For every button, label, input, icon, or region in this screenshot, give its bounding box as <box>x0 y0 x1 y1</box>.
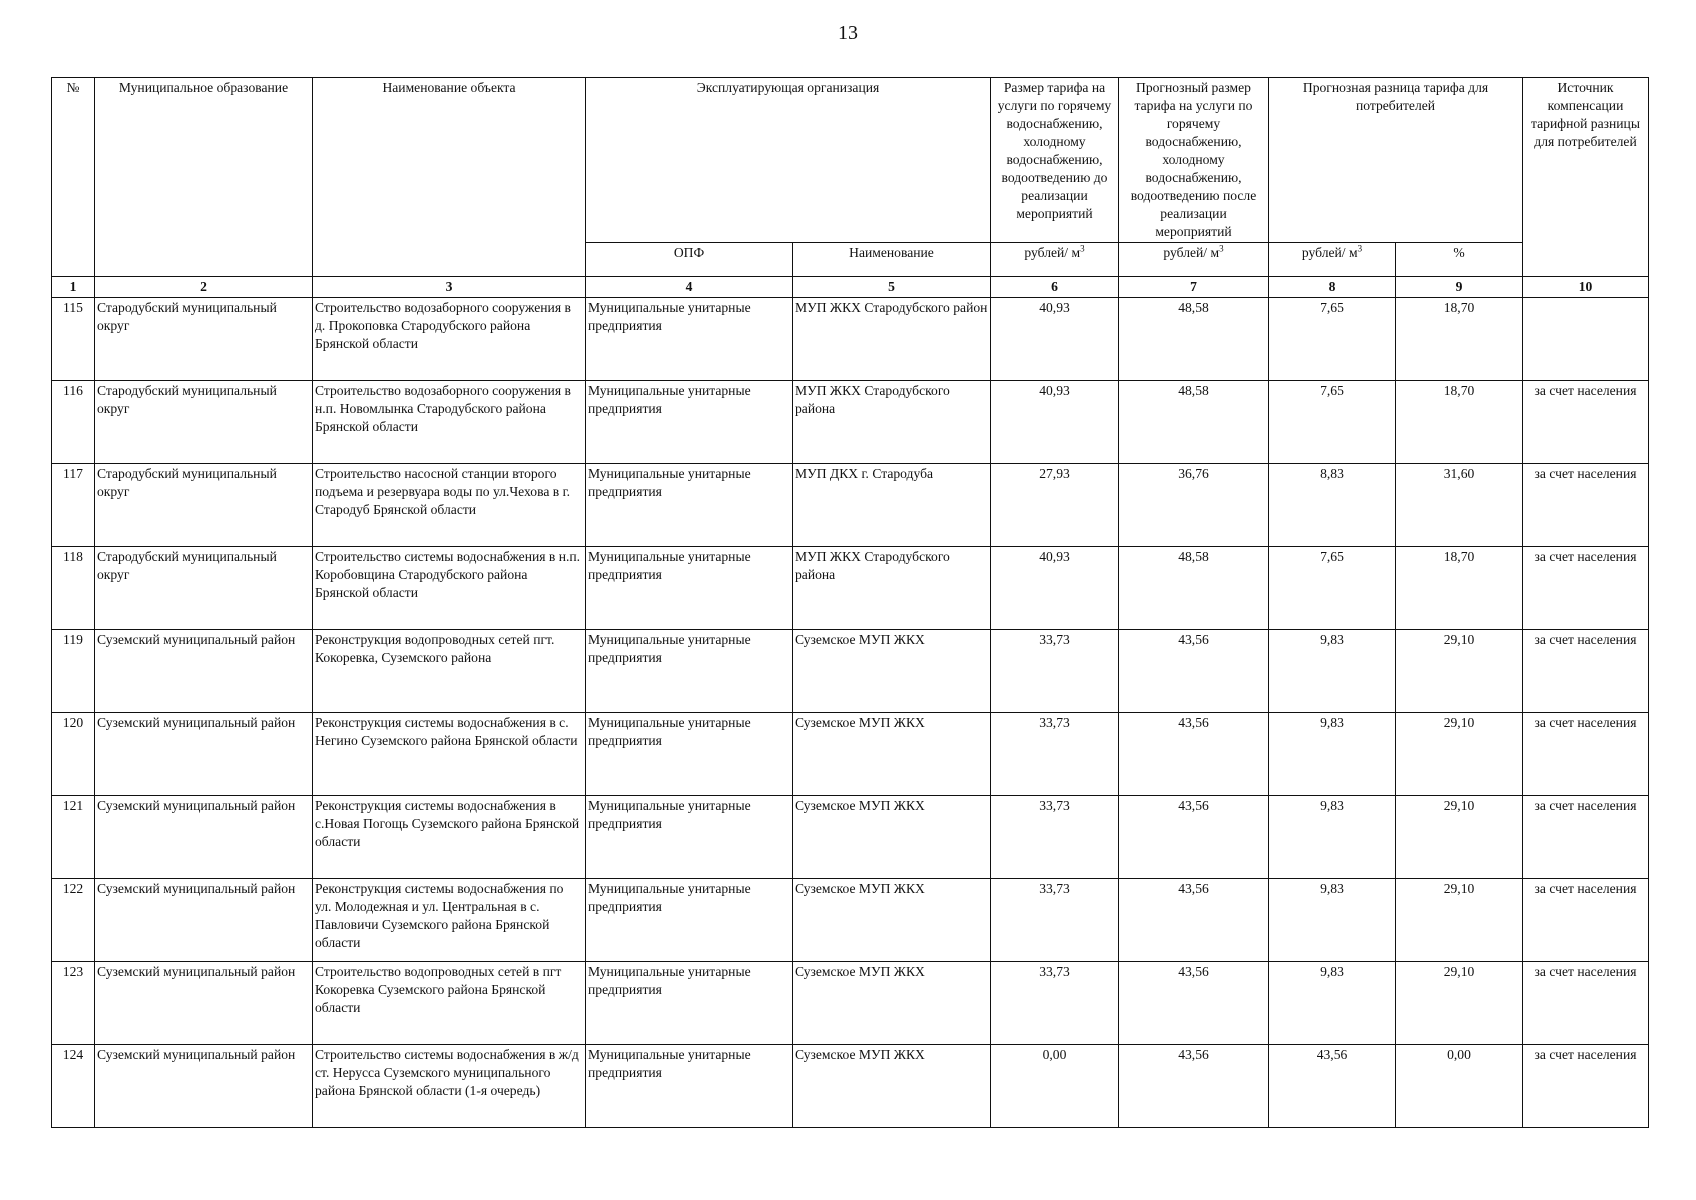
table-row <box>52 298 1649 381</box>
cell-opf: Муниципальные унитарные предприятия <box>586 796 793 879</box>
cell-tariff-after: 43,56 <box>1119 962 1269 1045</box>
cell-tariff-before: 33,73 <box>991 630 1119 713</box>
cell-municipality: Суземский муниципальный район <box>95 962 313 1045</box>
cell-tariff-after: 43,56 <box>1119 713 1269 796</box>
cell-object-name: Строительство системы водоснабжения в н.п. Коробовщина Стародубского района Брянской области <box>313 547 586 630</box>
tariff-table <box>51 77 1649 1128</box>
cell-tariff-after: 48,58 <box>1119 298 1269 381</box>
cell-tariff-before: 33,73 <box>991 879 1119 962</box>
cell-tariff-after: 43,56 <box>1119 796 1269 879</box>
cell-tariff-before: 40,93 <box>991 298 1119 381</box>
column-number: 2 <box>95 277 313 298</box>
cell-compensation-source: за счет населения <box>1523 796 1649 879</box>
cell-percent: 18,70 <box>1396 547 1523 630</box>
cell-tariff-before: 33,73 <box>991 962 1119 1045</box>
column-number: 7 <box>1119 277 1269 298</box>
cell-percent: 29,10 <box>1396 879 1523 962</box>
cell-compensation-source: за счет населения <box>1523 1045 1649 1128</box>
cell-tariff-before: 40,93 <box>991 381 1119 464</box>
column-number: 5 <box>793 277 991 298</box>
column-number: 10 <box>1523 277 1649 298</box>
cell-tariff-before: 0,00 <box>991 1045 1119 1128</box>
cell-difference: 9,83 <box>1269 630 1396 713</box>
cell-municipality: Стародубский муниципальный округ <box>95 298 313 381</box>
cell-tariff-after: 36,76 <box>1119 464 1269 547</box>
cell-difference: 7,65 <box>1269 298 1396 381</box>
cell-number: 121 <box>52 796 95 879</box>
header-tariff-after: Прогнозный размер тарифа на услуги по горячему водоснабжению, холодному водоснабжению, водоотведению после реализации мероприятий <box>1119 78 1269 243</box>
cell-compensation-source: за счет населения <box>1523 547 1649 630</box>
header-municipality: Муниципальное образование <box>95 78 313 277</box>
header-unit-pct: % <box>1396 243 1523 277</box>
cell-object-name: Реконструкция системы водоснабжения в с.Новая Погощь Суземского района Брянской области <box>313 796 586 879</box>
cell-object-name: Реконструкция системы водоснабжения по ул. Молодежная и ул. Центральная в с. Павловичи Суземского района Брянской области <box>313 879 586 962</box>
cell-organization: МУП ДКХ г. Стародуба <box>793 464 991 547</box>
cell-organization: МУП ЖКХ Стародубского района <box>793 381 991 464</box>
table-row <box>52 962 1649 1045</box>
cell-object-name: Строительство системы водоснабжения в ж/д ст. Нерусса Суземского муниципального района Брянской области (1-я очередь) <box>313 1045 586 1128</box>
column-number: 1 <box>52 277 95 298</box>
cell-compensation-source <box>1523 298 1649 381</box>
table-row <box>52 381 1649 464</box>
cell-number: 120 <box>52 713 95 796</box>
cell-difference: 9,83 <box>1269 796 1396 879</box>
cell-organization: Суземское МУП ЖКХ <box>793 879 991 962</box>
cell-tariff-after: 43,56 <box>1119 630 1269 713</box>
cell-opf: Муниципальные унитарные предприятия <box>586 879 793 962</box>
cell-object-name: Строительство водозаборного сооружения в н.п. Новомлынка Стародубского района Брянской области <box>313 381 586 464</box>
header-compensation: Источник компенсации тарифной разницы для потребителей <box>1523 78 1649 277</box>
cell-opf: Муниципальные унитарные предприятия <box>586 630 793 713</box>
table-row <box>52 1045 1649 1128</box>
cell-difference: 7,65 <box>1269 381 1396 464</box>
cell-number: 119 <box>52 630 95 713</box>
cell-tariff-after: 48,58 <box>1119 547 1269 630</box>
column-number: 6 <box>991 277 1119 298</box>
cell-municipality: Стародубский муниципальный округ <box>95 547 313 630</box>
header-tariff-before: Размер тарифа на услуги по горячему водоснабжению, холодному водоснабжению, водоотведению до реализации мероприятий <box>991 78 1119 243</box>
table-row <box>52 630 1649 713</box>
cell-number: 116 <box>52 381 95 464</box>
cell-opf: Муниципальные унитарные предприятия <box>586 547 793 630</box>
header-operator: Эксплуатирующая организация <box>586 78 991 243</box>
header-opf: ОПФ <box>586 243 793 277</box>
cell-object-name: Строительство насосной станции второго подъема и резервуара воды по ул.Чехова в г. Стародуб Брянской области <box>313 464 586 547</box>
cell-compensation-source: за счет населения <box>1523 879 1649 962</box>
column-number: 9 <box>1396 277 1523 298</box>
header-unit-diff: рублей/ $м^3$ <box>1269 243 1396 277</box>
cell-difference: 9,83 <box>1269 713 1396 796</box>
cell-opf: Муниципальные унитарные предприятия <box>586 713 793 796</box>
cell-municipality: Суземский муниципальный район <box>95 796 313 879</box>
cell-organization: МУП ЖКХ Стародубского района <box>793 547 991 630</box>
table-row <box>52 879 1649 962</box>
header-unit-before: рублей/ $м^3$ <box>991 243 1119 277</box>
cell-opf: Муниципальные унитарные предприятия <box>586 381 793 464</box>
cell-number: 118 <box>52 547 95 630</box>
cell-municipality: Стародубский муниципальный округ <box>95 464 313 547</box>
cell-object-name: Строительство водопроводных сетей в пгт Кокоревка Суземского района Брянской области <box>313 962 586 1045</box>
header-difference: Прогнозная разница тарифа для потребителей <box>1269 78 1523 243</box>
column-number: 4 <box>586 277 793 298</box>
cell-percent: 29,10 <box>1396 962 1523 1045</box>
cell-object-name: Строительство водозаборного сооружения в д. Прокоповка Стародубского района Брянской области <box>313 298 586 381</box>
cell-difference: 7,65 <box>1269 547 1396 630</box>
cell-compensation-source: за счет населения <box>1523 713 1649 796</box>
table-row <box>52 547 1649 630</box>
header-unit-after: рублей/ $м^3$ <box>1119 243 1269 277</box>
cell-difference: 43,56 <box>1269 1045 1396 1128</box>
cell-organization: Суземское МУП ЖКХ <box>793 713 991 796</box>
table-row <box>52 796 1649 879</box>
cell-compensation-source: за счет населения <box>1523 464 1649 547</box>
cell-organization: Суземское МУП ЖКХ <box>793 962 991 1045</box>
cell-municipality: Суземский муниципальный район <box>95 1045 313 1128</box>
cell-percent: 29,10 <box>1396 713 1523 796</box>
cell-percent: 18,70 <box>1396 298 1523 381</box>
cell-compensation-source: за счет населения <box>1523 630 1649 713</box>
cell-tariff-after: 43,56 <box>1119 879 1269 962</box>
cell-difference: 9,83 <box>1269 962 1396 1045</box>
cell-number: 123 <box>52 962 95 1045</box>
cell-number: 117 <box>52 464 95 547</box>
header-no: № <box>52 78 95 277</box>
cell-percent: 0,00 <box>1396 1045 1523 1128</box>
column-number: 3 <box>313 277 586 298</box>
column-number: 8 <box>1269 277 1396 298</box>
column-number-row <box>52 277 1649 298</box>
cell-percent: 29,10 <box>1396 796 1523 879</box>
table-row <box>52 464 1649 547</box>
cell-percent: 29,10 <box>1396 630 1523 713</box>
cell-tariff-after: 43,56 <box>1119 1045 1269 1128</box>
cell-municipality: Суземский муниципальный район <box>95 630 313 713</box>
header-row-top <box>52 78 1649 243</box>
cell-tariff-before: 40,93 <box>991 547 1119 630</box>
cell-percent: 18,70 <box>1396 381 1523 464</box>
cell-object-name: Реконструкция водопроводных сетей пгт. Кокоревка, Суземского района <box>313 630 586 713</box>
cell-opf: Муниципальные унитарные предприятия <box>586 962 793 1045</box>
cell-organization: Суземское МУП ЖКХ <box>793 796 991 879</box>
cell-opf: Муниципальные унитарные предприятия <box>586 1045 793 1128</box>
cell-number: 124 <box>52 1045 95 1128</box>
cell-number: 122 <box>52 879 95 962</box>
table-row <box>52 713 1649 796</box>
cell-number: 115 <box>52 298 95 381</box>
cell-municipality: Суземский муниципальный район <box>95 713 313 796</box>
cell-tariff-before: 27,93 <box>991 464 1119 547</box>
cell-municipality: Стародубский муниципальный округ <box>95 381 313 464</box>
cell-difference: 9,83 <box>1269 879 1396 962</box>
cell-compensation-source: за счет населения <box>1523 962 1649 1045</box>
cell-organization: МУП ЖКХ Стародубского район <box>793 298 991 381</box>
cell-tariff-before: 33,73 <box>991 796 1119 879</box>
cell-municipality: Суземский муниципальный район <box>95 879 313 962</box>
cell-difference: 8,83 <box>1269 464 1396 547</box>
cell-compensation-source: за счет населения <box>1523 381 1649 464</box>
cell-object-name: Реконструкция системы водоснабжения в с. Негино Суземского района Брянской области <box>313 713 586 796</box>
cell-tariff-after: 48,58 <box>1119 381 1269 464</box>
cell-opf: Муниципальные унитарные предприятия <box>586 298 793 381</box>
cell-tariff-before: 33,73 <box>991 713 1119 796</box>
cell-organization: Суземское МУП ЖКХ <box>793 630 991 713</box>
header-object-name: Наименование объекта <box>313 78 586 277</box>
cell-opf: Муниципальные унитарные предприятия <box>586 464 793 547</box>
table-body <box>52 277 1649 1128</box>
cell-organization: Суземское МУП ЖКХ <box>793 1045 991 1128</box>
page-number: 13 <box>838 22 858 44</box>
header-org-name: Наименование <box>793 243 991 277</box>
cell-percent: 31,60 <box>1396 464 1523 547</box>
